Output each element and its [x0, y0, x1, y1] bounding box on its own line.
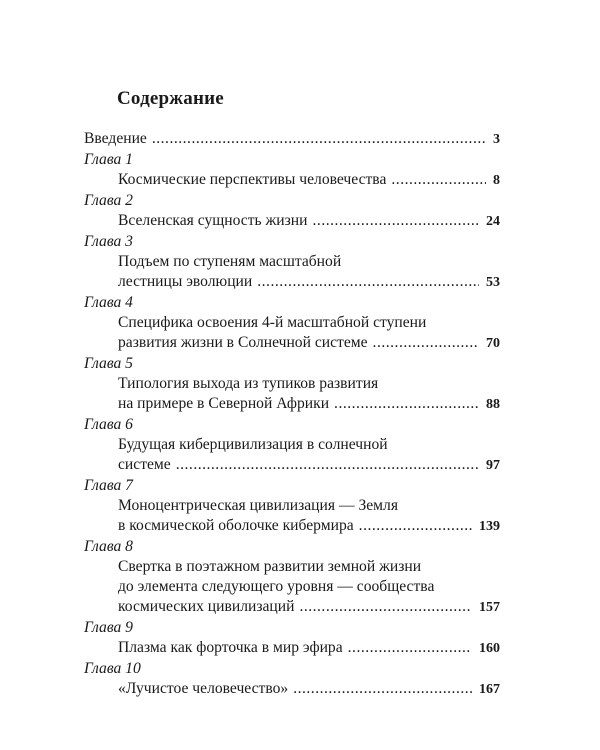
chapter-title-line — [118, 516, 500, 536]
toc-entry-chapter[interactable] — [84, 618, 500, 658]
toc-entry-intro[interactable] — [84, 129, 500, 149]
toc-entry-chapter[interactable] — [84, 354, 500, 414]
chapter-label: Глава 9 — [84, 619, 133, 636]
chapter-label: Глава 1 — [84, 151, 133, 168]
chapter-title-block — [84, 679, 500, 699]
toc-page-number: 139 — [479, 519, 500, 534]
toc-page-number: 88 — [486, 397, 500, 412]
toc-entry-chapter[interactable] — [84, 191, 500, 231]
toc-entry-title: Введение — [84, 130, 147, 147]
chapter-title-text: Космические перспективы человечества — [118, 171, 387, 188]
toc-entry-chapter[interactable] — [84, 150, 500, 190]
toc-entry-chapter[interactable] — [84, 537, 500, 617]
chapter-title-block — [84, 313, 500, 353]
dot-leader — [359, 516, 472, 536]
chapter-label: Глава 5 — [84, 355, 133, 372]
dot-leader — [257, 272, 479, 292]
chapter-title-text: Плазма как форточка в мир эфира — [118, 639, 343, 656]
chapter-title-text: развития жизни в Солнечной системе — [118, 334, 368, 351]
dot-leader — [299, 597, 472, 617]
toc-entry-chapter[interactable] — [84, 415, 500, 475]
chapter-label: Глава 6 — [84, 416, 133, 433]
chapter-label: Глава 8 — [84, 538, 133, 555]
table-of-contents — [84, 129, 500, 699]
chapter-title-line — [118, 170, 500, 190]
toc-page-number: 70 — [486, 336, 500, 351]
chapter-title-text: Специфика освоения 4-й масштабной ступени — [118, 314, 427, 331]
chapter-label: Глава 10 — [84, 660, 141, 677]
toc-page-number: 157 — [479, 600, 500, 615]
dot-leader — [348, 638, 472, 658]
chapter-title-line — [118, 597, 500, 617]
chapter-title-line — [118, 435, 500, 455]
chapter-title-block — [84, 211, 500, 231]
chapter-title-text: Типология выхода из тупиков развития — [118, 375, 379, 392]
toc-entry-chapter[interactable] — [84, 476, 500, 536]
chapter-title-text: Свертка в поэтажном развитии земной жизни — [118, 558, 422, 575]
chapter-title-text: Будущая киберцивилизация в солнечной — [118, 436, 388, 453]
chapter-title-block — [84, 496, 500, 536]
chapter-title-line — [118, 394, 500, 414]
toc-entry-chapter[interactable] — [84, 232, 500, 292]
toc-page-number: 24 — [486, 214, 500, 229]
chapter-title-line — [118, 638, 500, 658]
chapter-title-text: Вселенская сущность жизни — [118, 212, 308, 229]
dot-leader — [293, 679, 472, 699]
dot-leader — [391, 170, 486, 190]
chapter-title-line — [118, 557, 500, 577]
dot-leader — [176, 455, 479, 475]
dot-leader — [313, 211, 479, 231]
chapter-title-text: Моноцентрическая цивилизация — Земля — [118, 497, 398, 514]
chapter-title-block — [84, 638, 500, 658]
toc-page-number: 8 — [493, 173, 500, 188]
dot-leader — [373, 333, 479, 353]
chapter-title-line — [118, 333, 500, 353]
chapter-label: Глава 2 — [84, 192, 133, 209]
toc-entry-chapter[interactable] — [84, 293, 500, 353]
chapter-title-text: в космической оболочке кибермира — [118, 517, 354, 534]
chapter-title-line — [118, 496, 500, 516]
chapter-title-block — [84, 252, 500, 292]
chapter-title-text: до элемента следующего уровня — сообщества — [118, 578, 435, 595]
toc-heading: Содержание — [117, 88, 224, 109]
toc-page-number: 160 — [479, 641, 500, 656]
chapter-title-block — [84, 374, 500, 414]
toc-page-number: 53 — [486, 275, 500, 290]
chapter-title-block — [84, 557, 500, 617]
chapter-label: Глава 7 — [84, 477, 133, 494]
chapter-title-line — [118, 679, 500, 699]
dot-leader — [334, 394, 479, 414]
chapter-title-line — [118, 211, 500, 231]
chapter-title-text: на примере в Северной Африки — [118, 395, 330, 412]
chapter-title-line — [118, 252, 500, 272]
chapter-title-text: системе — [118, 456, 171, 473]
chapter-title-line — [118, 313, 500, 333]
toc-entry-chapter[interactable] — [84, 659, 500, 699]
chapter-title-text: «Лучистое человечество» — [118, 680, 289, 697]
chapter-title-line — [118, 455, 500, 475]
chapter-label: Глава 3 — [84, 233, 133, 250]
chapter-title-text: Подъем по ступеням масштабной — [118, 253, 342, 270]
toc-page-number: 167 — [479, 682, 500, 697]
toc-page-number: 97 — [486, 458, 500, 473]
chapter-list — [84, 150, 500, 699]
chapter-label: Глава 4 — [84, 294, 133, 311]
dot-leader — [152, 129, 486, 149]
chapter-title-line — [118, 272, 500, 292]
chapter-title-line — [118, 374, 500, 394]
chapter-title-text: лестницы эволюции — [118, 273, 253, 290]
chapter-title-block — [84, 170, 500, 190]
toc-page-number: 3 — [493, 132, 500, 147]
chapter-title-line — [118, 577, 500, 597]
chapter-title-block — [84, 435, 500, 475]
chapter-title-text: космических цивилизаций — [118, 598, 295, 615]
